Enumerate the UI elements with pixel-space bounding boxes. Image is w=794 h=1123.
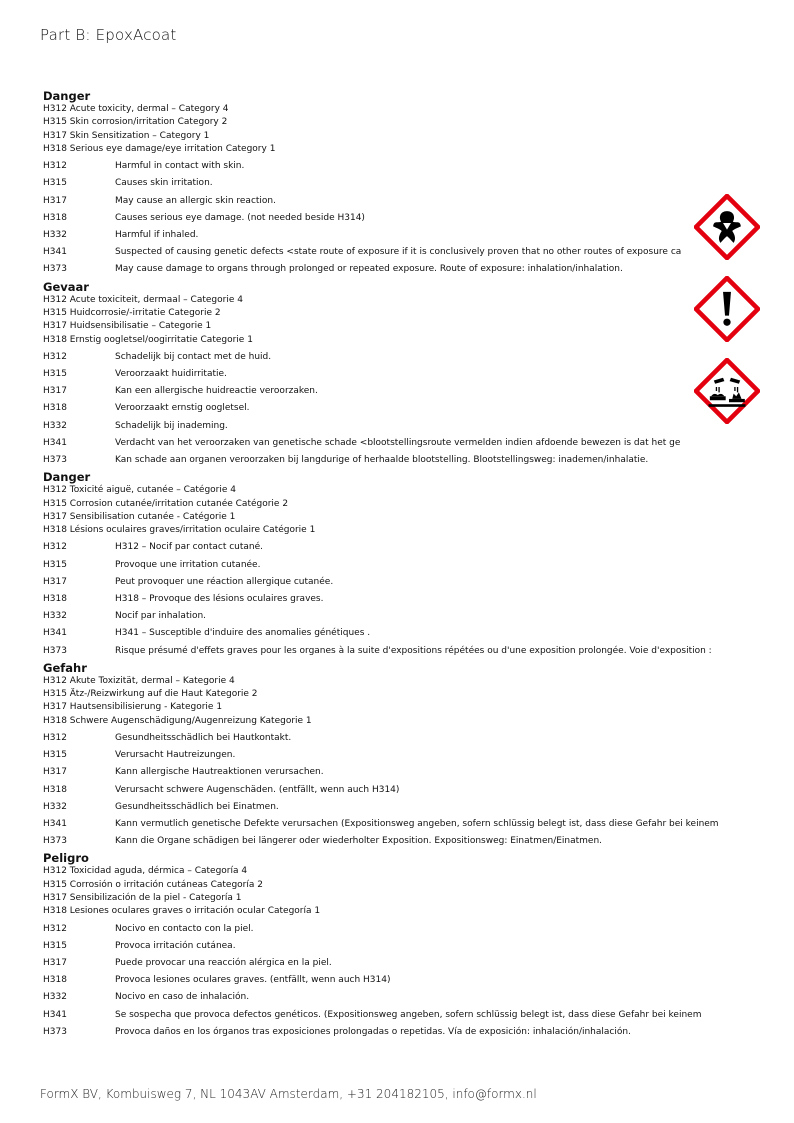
hazard-text: Provoca daños en los órganos tras exposiciones prolongadas o repetidas. Vía de exposición: inhalación/inhalación. (115, 1026, 631, 1037)
classification-line: H315 Huidcorrosie/-irritatie Categorie 2 (43, 307, 221, 318)
hazard-statement-row (43, 955, 743, 972)
hazard-code: H312 (43, 351, 67, 362)
hazard-code: H341 (43, 247, 67, 258)
hazard-code: H318 (43, 212, 67, 223)
page-title: Part B: EpoxAcoat (40, 26, 177, 44)
classification-line: H315 Ätz-/Reizwirkung auf die Haut Kategorie 2 (43, 689, 258, 700)
hazard-section (43, 280, 743, 470)
hazard-section (43, 470, 743, 660)
hazard-statement-row (43, 989, 743, 1006)
section-signal-word: Gevaar (43, 279, 89, 294)
hazard-statements-list (43, 921, 743, 1041)
hazard-statement-row (43, 833, 743, 850)
classification-line: H317 Skin Sensitization – Category 1 (43, 130, 210, 141)
hazard-text: Puede provocar una reacción alérgica en la piel. (115, 958, 332, 969)
classification-line: H317 Sensibilisation cutanée - Catégorie 1 (43, 511, 236, 522)
hazard-statement-row (43, 435, 743, 452)
hazard-text: Kann die Organe schädigen bei längerer oder wiederholter Exposition. Expositionsweg: Einatmen/Einatmen. (115, 836, 603, 847)
hazard-code: H318 (43, 784, 67, 795)
hazard-code: H373 (43, 836, 67, 847)
hazard-statement-row (43, 158, 743, 175)
classification-line: H312 Akute Toxizität, dermal – Kategorie 4 (43, 675, 235, 686)
hazard-text: Verursacht schwere Augenschäden. (entfällt, wenn auch H314) (115, 784, 400, 795)
hazard-code: H341 (43, 437, 67, 448)
hazard-statements-list (43, 349, 743, 469)
hazard-code: H332 (43, 801, 67, 812)
hazard-text: Se sospecha que provoca defectos genéticos. (Expositionsweg angeben, sofern schlüssig belegt ist, dass diese Gefahr bei keinem (115, 1009, 702, 1020)
hazard-text: Peut provoquer une réaction allergique cutanée. (115, 576, 334, 587)
hazard-statement-row (43, 539, 743, 556)
hazard-statements-list (43, 158, 743, 278)
hazard-statement-row (43, 921, 743, 938)
hazard-code: H315 (43, 369, 67, 379)
hazard-statement-row (43, 938, 743, 955)
hazard-text: Harmful in contact with skin. (115, 161, 245, 172)
hazard-statement-row (43, 799, 743, 816)
classification-line: H312 Acute toxiciteit, dermaal – Categorie 4 (43, 294, 243, 305)
hazard-code: H332 (43, 420, 67, 431)
hazard-text: Kan schade aan organen veroorzaken bij langdurige of herhaalde blootstelling. Blootstellingsweg: inademen/inhalatie. (115, 455, 649, 466)
hazard-statement-row (43, 730, 743, 747)
hazard-text: May cause damage to organs through prolonged or repeated exposure. Route of exposure: inhalation/inhalation. (115, 264, 623, 275)
hazard-text: May cause an allergic skin reaction. (115, 195, 276, 206)
hazard-text: Kan een allergische huidreactie veroorzaken. (115, 386, 318, 397)
hazard-statement-row (43, 452, 743, 469)
hazard-statement-row (43, 1024, 743, 1041)
health-hazard-pictogram-icon (694, 194, 760, 260)
hazard-statement-row (43, 175, 743, 192)
classification-line: H312 Toxicidad aguda, dérmica – Categoría 4 (43, 866, 248, 877)
hazard-text: Provoque une irritation cutanée. (115, 559, 261, 570)
classification-line: H318 Ernstig oogletsel/oogirritatie Categorie 1 (43, 334, 253, 345)
hazard-code: H312 (43, 923, 67, 934)
hazard-code: H373 (43, 455, 67, 466)
hazard-statement-row (43, 782, 743, 799)
classification-line: H318 Lesiones oculares graves o irritación ocular Categoría 1 (43, 906, 321, 917)
exclamation-mark-pictogram-icon (694, 276, 760, 342)
hazard-statement-row (43, 193, 743, 210)
hazard-code: H373 (43, 645, 67, 656)
hazard-text: Gesundheitsschädlich bei Einatmen. (115, 801, 279, 812)
classification-line: H312 Toxicité aiguë, cutanée – Catégorie 4 (43, 485, 237, 496)
hazard-statement-row (43, 400, 743, 417)
hazard-code: H373 (43, 1026, 67, 1037)
hazard-code: H332 (43, 611, 67, 622)
section-signal-word: Peligro (43, 851, 89, 866)
hazard-code: H315 (43, 178, 67, 189)
classification-line: H315 Corrosión o irritación cutáneas Categoría 2 (43, 879, 263, 890)
hazard-code: H315 (43, 559, 67, 570)
ghs-pictograms (694, 194, 764, 440)
hazard-statement-row (43, 418, 743, 435)
hazard-code: H341 (43, 819, 67, 830)
hazard-code: H332 (43, 992, 67, 1003)
hazard-code: H373 (43, 264, 67, 275)
hazard-statement-row (43, 261, 743, 278)
hazard-statement-row (43, 816, 743, 833)
hazard-section (43, 89, 743, 279)
hazard-statement-row (43, 244, 743, 261)
hazard-statements-list (43, 539, 743, 659)
hazard-text: Kann allergische Hautreaktionen verursachen. (115, 767, 324, 778)
classification-line: H315 Corrosion cutanée/irritation cutanée Catégorie 2 (43, 498, 289, 509)
hazard-code: H317 (43, 767, 67, 778)
hazard-statement-row (43, 972, 743, 989)
hazard-section (43, 851, 743, 1041)
hazard-text: H341 – Susceptible d'induire des anomalies génétiques . (115, 628, 371, 639)
hazard-text: Nocif par inhalation. (115, 611, 207, 622)
hazard-text: Nocivo en contacto con la piel. (115, 923, 254, 934)
hazard-text: Verdacht van het veroorzaken van genetische schade <blootstellingsroute vermelden indien afdoende bewezen is dat het ge (115, 437, 681, 448)
hazard-text: Provoca irritación cutánea. (115, 940, 236, 951)
hazard-code: H317 (43, 386, 67, 397)
hazard-code: H315 (43, 750, 67, 761)
classification-line: H318 Lésions oculaires graves/irritation oculaire Catégorie 1 (43, 525, 316, 536)
hazard-text: Schadelijk bij inademing. (115, 420, 228, 431)
hazard-code: H318 (43, 594, 67, 605)
hazard-statements-list (43, 730, 743, 850)
hazard-text: Kann vermutlich genetische Defekte verursachen (Expositionsweg angeben, sofern schlüssig belegt ist, dass diese Gefahr bei keinem (115, 819, 719, 830)
classification-line: H317 Sensibilización de la piel - Categoría 1 (43, 893, 242, 904)
hazard-code: H317 (43, 958, 67, 969)
hazard-statements-content (43, 88, 743, 1041)
hazard-code: H312 (43, 542, 67, 553)
hazard-statement-row (43, 557, 743, 574)
classification-line: H317 Huidsensibilisatie – Categorie 1 (43, 321, 212, 332)
section-signal-word: Danger (43, 470, 91, 485)
hazard-text: Gesundheitsschädlich bei Hautkontakt. (115, 733, 292, 744)
classification-line: H318 Serious eye damage/eye irritation Category 1 (43, 143, 276, 154)
hazard-text: Causes serious eye damage. (not needed beside H314) (115, 212, 365, 223)
hazard-statement-row (43, 349, 743, 366)
hazard-statement-row (43, 747, 743, 764)
hazard-text: Suspected of causing genetic defects <state route of exposure if it is conclusively proven that no other routes of exposure ca (115, 247, 682, 258)
corrosion-pictogram-icon (694, 358, 760, 424)
hazard-statement-row (43, 383, 743, 400)
hazard-text: Provoca lesiones oculares graves. (entfällt, wenn auch H314) (115, 975, 391, 986)
hazard-code: H341 (43, 628, 67, 639)
classification-line: H318 Schwere Augenschädigung/Augenreizung Kategorie 1 (43, 715, 312, 726)
hazard-statement-row (43, 608, 743, 625)
hazard-statement-row (43, 227, 743, 244)
hazard-text: Causes skin irritation. (115, 178, 213, 189)
hazard-text: Veroorzaakt ernstig oogletsel. (115, 403, 250, 414)
section-signal-word: Gefahr (43, 660, 87, 675)
classification-line: H315 Skin corrosion/irritation Category 2 (43, 117, 228, 128)
hazard-statement-row (43, 625, 743, 642)
hazard-statement-row (43, 210, 743, 227)
footer-contact: FormX BV, Kombuisweg 7, NL 1043AV Amsterdam, +31 204182105, info@formx.nl (40, 1087, 537, 1101)
hazard-code: H312 (43, 733, 67, 744)
hazard-code: H341 (43, 1009, 67, 1020)
hazard-statement-row (43, 574, 743, 591)
hazard-code: H318 (43, 403, 67, 414)
hazard-statement-row (43, 643, 743, 660)
hazard-text: H312 – Nocif par contact cutané. (115, 542, 264, 553)
hazard-statement-row (43, 366, 743, 383)
hazard-text: Harmful if inhaled. (115, 230, 199, 240)
hazard-code: H315 (43, 940, 67, 951)
hazard-text: Nocivo en caso de inhalación. (115, 992, 250, 1003)
hazard-text: Risque présumé d'effets graves pour les organes à la suite d'expositions répétées ou d'une exposition prolongée. Voie d'exposition : (115, 645, 712, 656)
hazard-text: Veroorzaakt huidirritatie. (115, 369, 227, 379)
hazard-text: Verursacht Hautreizungen. (115, 750, 236, 761)
hazard-code: H318 (43, 975, 67, 986)
classification-line: H317 Hautsensibilisierung - Kategorie 1 (43, 702, 223, 713)
classification-line: H312 Acute toxicity, dermal – Category 4 (43, 104, 229, 114)
hazard-code: H317 (43, 576, 67, 587)
hazard-text: Schadelijk bij contact met de huid. (115, 351, 272, 362)
hazard-statement-row (43, 591, 743, 608)
hazard-code: H312 (43, 161, 67, 172)
hazard-statement-row (43, 1007, 743, 1024)
hazard-code: H317 (43, 195, 67, 206)
section-signal-word: Danger (43, 89, 91, 103)
hazard-section (43, 661, 743, 851)
hazard-text: H318 – Provoque des lésions oculaires graves. (115, 594, 324, 605)
hazard-code: H332 (43, 230, 67, 240)
hazard-statement-row (43, 764, 743, 781)
